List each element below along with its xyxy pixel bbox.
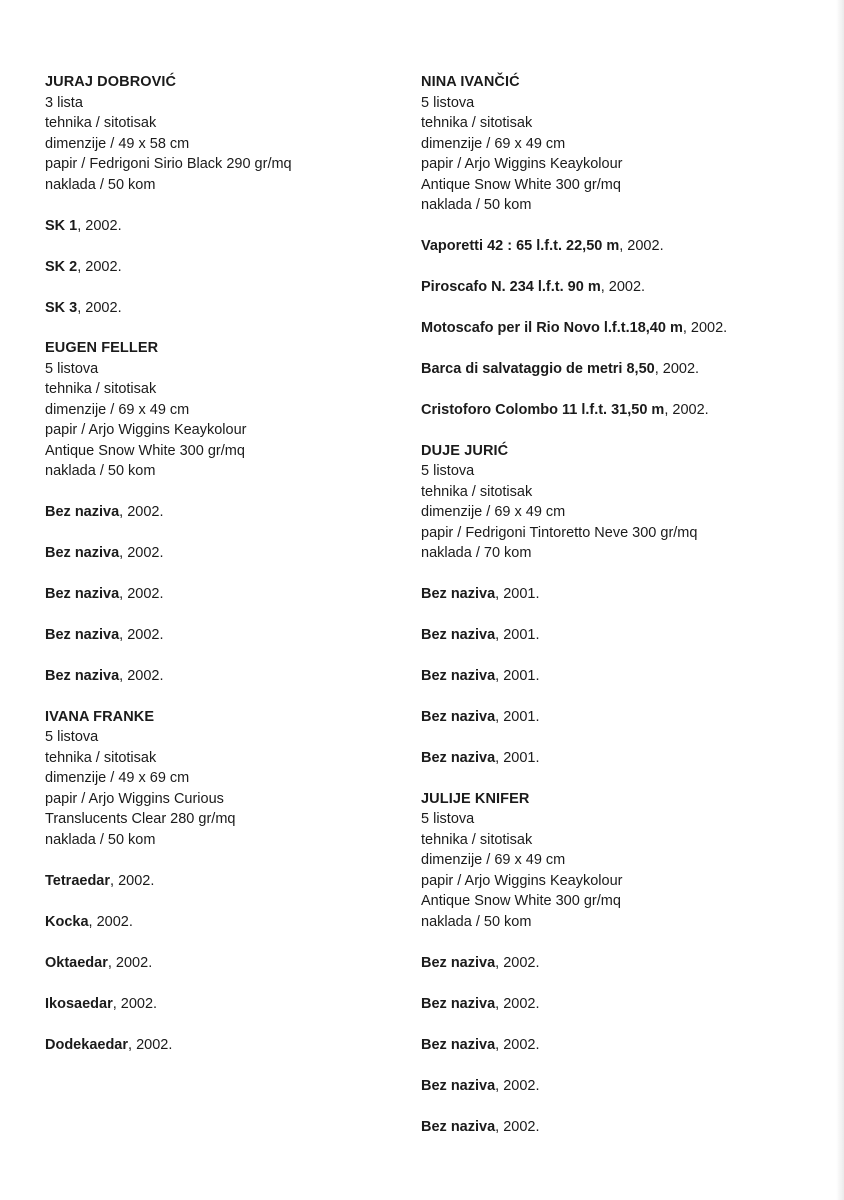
work-year: , 2002.: [654, 361, 700, 377]
detail-line: papir / Fedrigoni Sirio Black 290 gr/mq: [45, 156, 292, 172]
work-item: [45, 257, 405, 278]
artist-name: EUGEN FELLER: [45, 340, 159, 356]
detail-line: papir / Arjo Wiggins Keaykolour: [45, 422, 247, 438]
detail-line: tehnika / sitotisak: [421, 115, 533, 131]
work-title: Bez naziva: [45, 504, 120, 520]
detail-line: 5 listova: [421, 811, 475, 827]
work-year: , 2001.: [495, 627, 540, 643]
detail-line: dimenzije / 69 x 49 cm: [421, 135, 566, 152]
work-title: Bez naziva: [421, 750, 496, 766]
work-year: , 2002.: [128, 1036, 173, 1053]
detail-line: tehnika / sitotisak: [421, 483, 533, 500]
left-column: [45, 72, 405, 1075]
work-item: [421, 994, 821, 1015]
artist-details: [45, 727, 405, 850]
work-year: , 2001.: [495, 709, 540, 725]
work-item: [45, 625, 405, 646]
work-item: [45, 871, 405, 892]
artist-details: [421, 461, 821, 564]
detail-line: naklada / 50 kom: [421, 197, 532, 213]
detail-line: Antique Snow White 300 gr/mq: [421, 893, 621, 909]
work-title: SK 2: [45, 258, 78, 275]
work-title: Bez naziva: [421, 709, 496, 725]
work-year: , 2002.: [107, 954, 153, 971]
detail-line: dimenzije / 69 x 49 cm: [421, 504, 566, 520]
work-item: [421, 666, 821, 687]
work-item: [421, 1117, 821, 1138]
detail-line: Translucents Clear 280 gr/mq: [45, 811, 236, 827]
work-year: , 2002.: [682, 320, 728, 336]
work-title: SK 1: [45, 217, 78, 234]
work-item: [45, 298, 405, 319]
detail-line: dimenzije / 49 x 58 cm: [45, 135, 190, 152]
work-title: SK 3: [45, 299, 78, 316]
detail-line: dimenzije / 69 x 49 cm: [45, 401, 190, 418]
work-title: Bez naziva: [421, 954, 496, 971]
detail-line: papir / Arjo Wiggins Curious: [45, 790, 224, 807]
detail-line: dimenzije / 69 x 49 cm: [421, 852, 566, 868]
artist-entry: [45, 72, 405, 318]
detail-line: 3 lista: [45, 94, 83, 111]
page-edge-shadow: [836, 0, 844, 1200]
work-title: Cristoforo Colombo 11 l.f.t. 31,50 m: [421, 402, 665, 418]
artist-name: NINA IVANČIĆ: [421, 74, 520, 90]
work-year: , 2002.: [119, 545, 164, 561]
work-year: , 2002.: [495, 1036, 540, 1053]
work-title: Piroscafo N. 234 l.f.t. 90 m: [421, 279, 601, 295]
artist-details: [45, 359, 405, 482]
artist-name: JULIJE KNIFER: [421, 790, 530, 807]
work-title: Oktaedar: [45, 954, 108, 971]
detail-line: naklada / 50 kom: [421, 913, 532, 930]
work-item: [45, 953, 405, 974]
work-year: , 2002.: [77, 299, 122, 316]
work-year: , 2001.: [495, 668, 540, 684]
detail-line: tehnika / sitotisak: [45, 381, 157, 397]
work-year: , 2002.: [77, 258, 122, 275]
work-item: [45, 1035, 405, 1056]
work-item: [421, 359, 821, 380]
artist-name: JURAJ DOBROVIĆ: [45, 74, 177, 90]
work-title: Vaporetti 42 : 65 l.f.t. 22,50 m: [421, 238, 620, 254]
detail-line: papir / Fedrigoni Tintoretto Neve 300 gr/mq: [421, 524, 698, 541]
work-year: , 2002.: [119, 504, 164, 520]
artist-entry: [421, 441, 821, 769]
work-year: , 2002.: [600, 279, 646, 295]
work-item: [45, 666, 405, 687]
work-year: , 2002.: [495, 995, 540, 1012]
work-item: [421, 707, 821, 728]
artist-details: [421, 93, 821, 216]
artist-details: [421, 809, 821, 932]
artist-details: [45, 93, 405, 196]
detail-line: tehnika / sitotisak: [45, 115, 157, 131]
work-item: [421, 400, 821, 421]
artist-name: IVANA FRANKE: [45, 708, 155, 725]
work-title: Bez naziva: [45, 586, 120, 602]
work-year: , 2001.: [495, 586, 540, 602]
work-title: Bez naziva: [421, 668, 496, 684]
detail-line: 5 listova: [45, 360, 99, 377]
work-title: Bez naziva: [421, 627, 496, 643]
work-year: , 2002.: [119, 668, 164, 684]
detail-line: dimenzije / 49 x 69 cm: [45, 770, 190, 786]
work-year: , 2002.: [88, 913, 133, 930]
work-title: Bez naziva: [421, 995, 496, 1012]
work-item: [421, 1035, 821, 1056]
artist-entry: [421, 789, 821, 1138]
work-year: , 2002.: [112, 995, 158, 1012]
detail-line: naklada / 50 kom: [45, 831, 156, 848]
work-item: [421, 236, 821, 257]
work-title: Bez naziva: [45, 627, 120, 643]
work-year: , 2002.: [119, 586, 164, 602]
work-item: [421, 277, 821, 298]
detail-line: Antique Snow White 300 gr/mq: [45, 442, 245, 459]
work-item: [421, 625, 821, 646]
detail-line: papir / Arjo Wiggins Keaykolour: [421, 156, 623, 172]
work-year: , 2002.: [77, 217, 122, 234]
work-item: [421, 1076, 821, 1097]
work-item: [45, 543, 405, 564]
detail-line: Antique Snow White 300 gr/mq: [421, 176, 621, 193]
work-title: Ikosaedar: [45, 995, 113, 1012]
work-title: Tetraedar: [45, 872, 111, 889]
work-title: Bez naziva: [421, 1036, 496, 1053]
work-title: Barca di salvataggio de metri 8,50: [421, 361, 655, 377]
work-year: , 2002.: [664, 402, 709, 418]
work-title: Motoscafo per il Rio Novo l.f.t.18,40 m: [421, 320, 683, 336]
work-title: Kocka: [45, 913, 89, 930]
work-item: [421, 584, 821, 605]
work-year: , 2002.: [495, 1118, 540, 1135]
artist-entry: [421, 72, 821, 421]
work-item: [45, 994, 405, 1015]
work-year: , 2002.: [495, 1077, 540, 1094]
work-year: , 2001.: [495, 750, 540, 766]
detail-line: naklada / 50 kom: [45, 176, 156, 193]
work-item: [421, 748, 821, 769]
work-item: [45, 584, 405, 605]
artist-name: DUJE JURIĆ: [421, 442, 509, 459]
work-title: Bez naziva: [421, 1118, 496, 1135]
detail-line: tehnika / sitotisak: [45, 749, 157, 766]
work-item: [45, 912, 405, 933]
detail-line: 5 listova: [421, 94, 475, 111]
work-title: Bez naziva: [45, 545, 120, 561]
detail-line: naklada / 50 kom: [45, 463, 156, 479]
artist-entry: [45, 707, 405, 1056]
work-item: [45, 216, 405, 237]
work-title: Bez naziva: [45, 668, 120, 684]
work-year: , 2002.: [619, 238, 664, 254]
detail-line: 5 listova: [421, 463, 475, 479]
right-column: [421, 72, 821, 1157]
work-item: [421, 318, 821, 339]
work-year: , 2002.: [110, 872, 155, 889]
artist-entry: [45, 338, 405, 687]
work-year: , 2002.: [119, 627, 164, 643]
work-item: [45, 502, 405, 523]
work-title: Bez naziva: [421, 1077, 496, 1094]
work-year: , 2002.: [495, 954, 540, 971]
work-item: [421, 953, 821, 974]
work-title: Dodekaedar: [45, 1036, 129, 1053]
work-title: Bez naziva: [421, 586, 496, 602]
detail-line: 5 listova: [45, 729, 99, 745]
detail-line: naklada / 70 kom: [421, 545, 532, 561]
detail-line: papir / Arjo Wiggins Keaykolour: [421, 872, 623, 889]
detail-line: tehnika / sitotisak: [421, 831, 533, 848]
